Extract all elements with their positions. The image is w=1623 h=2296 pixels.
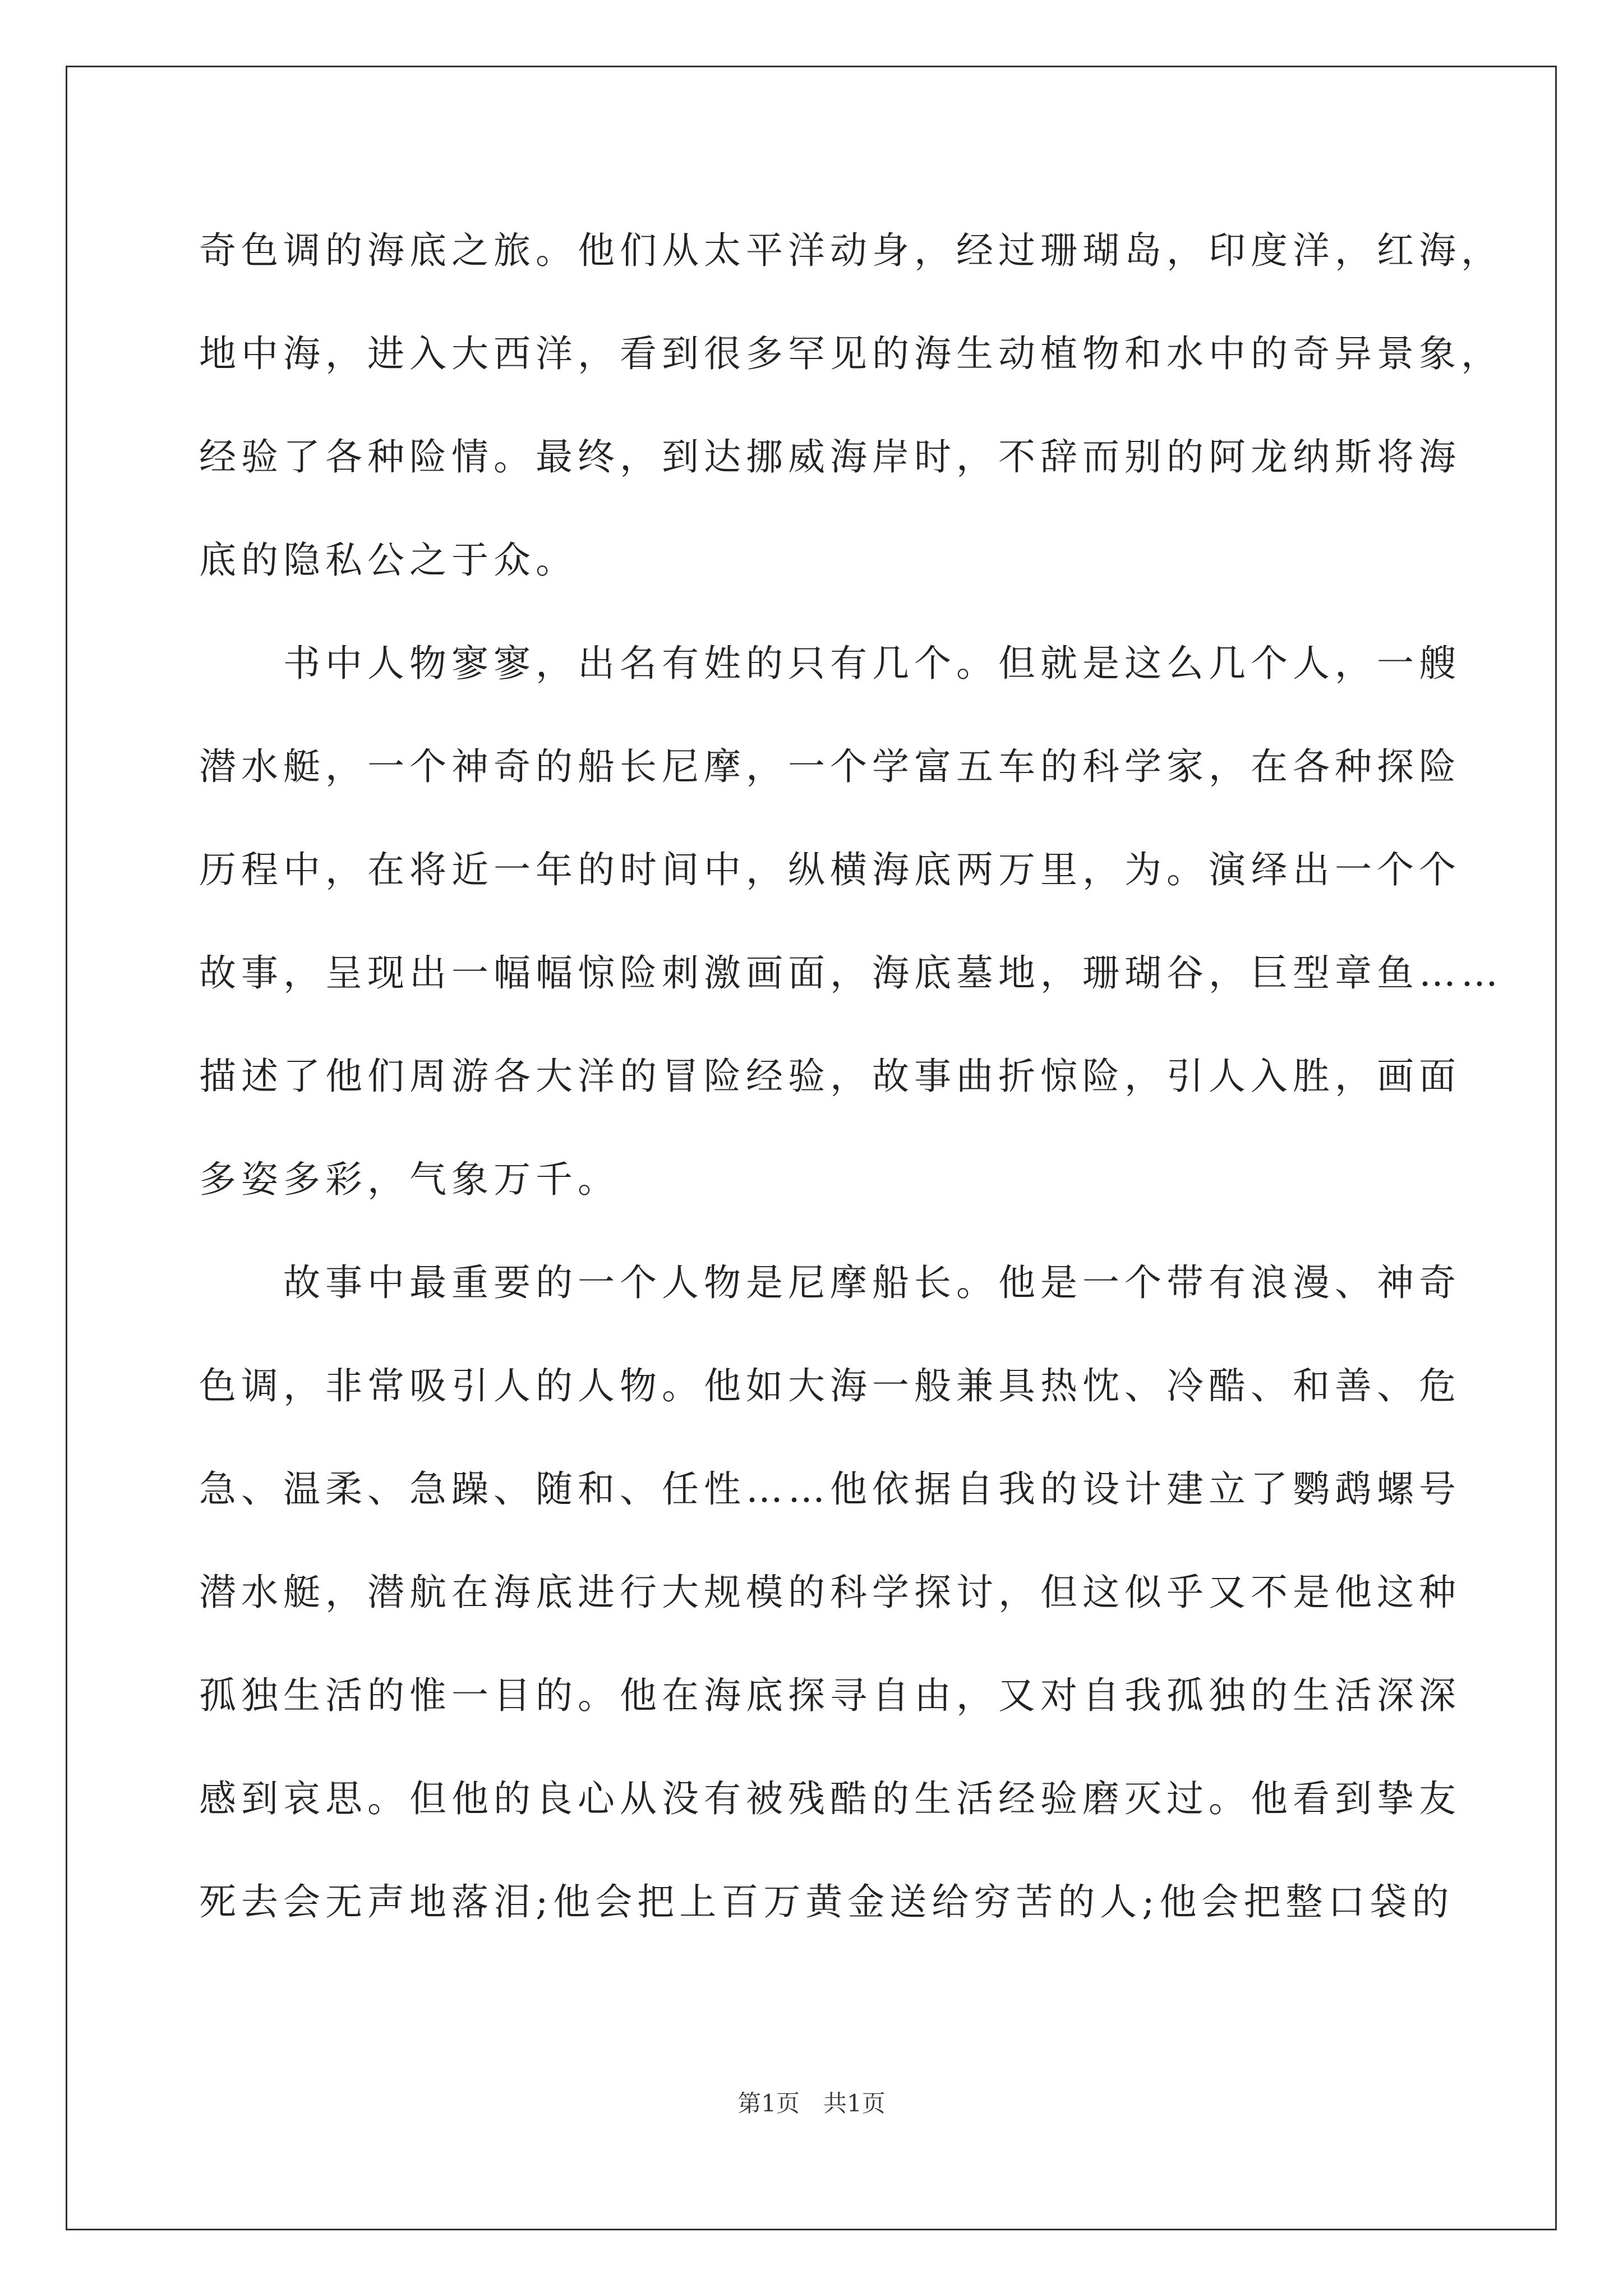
paragraph-3-line-5: 孤独生活的惟一目的。他在海底探寻自由，又对自我孤独的生活深深 <box>199 1674 1461 1717</box>
paragraph-3-line-3: 急、温柔、急躁、随和、任性……他依据自我的设计建立了鹦鹉螺号 <box>199 1467 1461 1511</box>
paragraph-3-line-6: 感到哀思。但他的良心从没有被残酷的生活经验磨灭过。他看到挚友 <box>199 1777 1461 1820</box>
paragraph-2-line-6: 多姿多彩，气象万千。 <box>199 1158 620 1201</box>
paragraph-3-line-4: 潜水艇，潜航在海底进行大规模的科学探讨，但这似乎又不是他这种 <box>199 1571 1461 1614</box>
page-number-label: 第1页 共1页 <box>737 2090 886 2117</box>
paragraph-3-line-7: 死去会无声地落泪;他会把上百万黄金送给穷苦的人;他会把整口袋的 <box>199 1880 1454 1924</box>
page-footer <box>0 2087 1623 2120</box>
paragraph-2-line-5: 描述了他们周游各大洋的冒险经验，故事曲折惊险，引人入胜，画面 <box>199 1055 1461 1098</box>
paragraph-2-line-4: 故事，呈现出一幅幅惊险刺激画面，海底墓地，珊瑚谷，巨型章鱼…… <box>199 951 1503 995</box>
paragraph-1-line-4: 底的隐私公之于众。 <box>199 539 578 582</box>
paragraph-1-line-2: 地中海，进入大西洋，看到很多罕见的海生动植物和水中的奇异景象， <box>199 332 1503 375</box>
paragraph-3-line-2: 色调，非常吸引人的人物。他如大海一般兼具热忱、冷酷、和善、危 <box>199 1364 1461 1407</box>
paragraph-2-line-3: 历程中，在将近一年的时间中，纵横海底两万里，为。演绎出一个个 <box>199 848 1461 891</box>
paragraph-2-line-2: 潜水艇，一个神奇的船长尼摩，一个学富五车的科学家，在各种探险 <box>199 745 1461 788</box>
document-body <box>199 199 1503 1954</box>
paragraph-2-line-1: 书中人物寥寥，出名有姓的只有几个。但就是这么几个人，一艘 <box>283 642 1461 685</box>
paragraph-1-line-3: 经验了各种险情。最终，到达挪威海岸时，不辞而别的阿龙纳斯将海 <box>199 435 1461 478</box>
paragraph-1-line-1: 奇色调的海底之旅。他们从太平洋动身，经过珊瑚岛，印度洋，红海， <box>199 229 1503 272</box>
paragraph-3-line-1: 故事中最重要的一个人物是尼摩船长。他是一个带有浪漫、神奇 <box>283 1261 1461 1304</box>
